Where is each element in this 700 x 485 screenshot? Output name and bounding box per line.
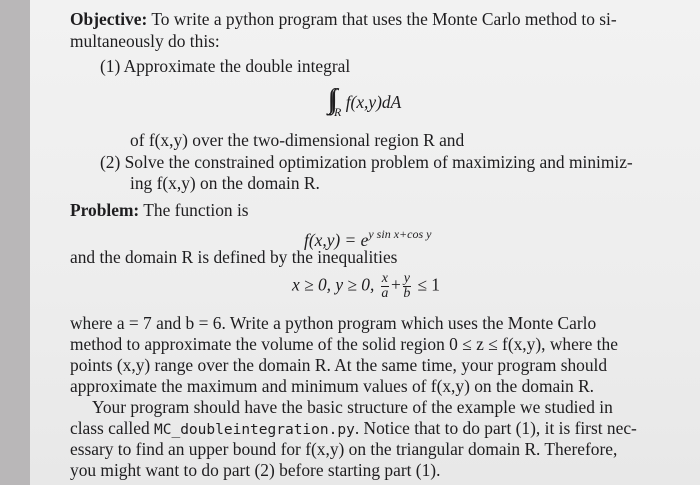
objective-line-1: Objective: To write a python program that uses the Monte Carlo method to si- bbox=[70, 9, 617, 29]
paragraph-line-1: where a = 7 and b = 6. Write a python program which uses the Monte Carlo bbox=[70, 313, 597, 333]
item-2-line-2: ing f(x,y) on the domain R. bbox=[130, 173, 320, 193]
problem-heading: Problem: The function is bbox=[70, 200, 249, 220]
double-integral: $_R$ f(x,y)dA bbox=[334, 92, 402, 119]
paragraph-line-6: class called MC_doubleintegration.py. Notice that to do part (1), it is first nec- bbox=[70, 418, 637, 438]
fraction-x-over-a: $\frac{x}{a}$ bbox=[381, 271, 389, 301]
paragraph-line-5: Your program should have the basic structure of the example we studied in bbox=[92, 397, 613, 417]
domain-intro: and the domain R is defined by the inequalities bbox=[70, 247, 398, 267]
function-definition: $f(x,y) = e^{y sin x+cos y}$ bbox=[304, 227, 432, 250]
paragraph-line-2: method to approximate the volume of the solid region 0 ≤ z ≤ f(x,y), where the bbox=[70, 334, 618, 354]
item-1: (1) Approximate the double integral bbox=[100, 56, 351, 76]
paragraph-line-3: points (x,y) range over the domain R. At the same time, your program should bbox=[70, 355, 608, 375]
paragraph-line-7: essary to find an upper bound for f(x,y) on the triangular domain R. Therefore, bbox=[70, 439, 618, 459]
code-filename: MC_doubleintegration.py bbox=[154, 422, 355, 438]
domain-inequalities: x ≥ 0, y ≥ 0, $\frac{x}{a}$ + $\frac{y}{b}$ ≤ 1 bbox=[292, 271, 440, 301]
paragraph-line-4: approximate the maximum and minimum values of f(x,y) on the domain R. bbox=[70, 376, 595, 396]
fraction-y-over-b: $\frac{y}{b}$ bbox=[403, 271, 411, 301]
problem-label: Problem: bbox=[70, 200, 140, 220]
paragraph-line-8: you might want to do part (2) before starting part (1). bbox=[70, 460, 441, 480]
item-1-tail: of f(x,y) over the two-dimensional region R and bbox=[130, 130, 465, 150]
objective-line-2: multaneously do this: bbox=[70, 31, 220, 51]
item-2: (2) Solve the constrained optimization problem of maximizing and minimiz- bbox=[100, 152, 633, 172]
objective-label: Objective: bbox=[70, 9, 148, 29]
